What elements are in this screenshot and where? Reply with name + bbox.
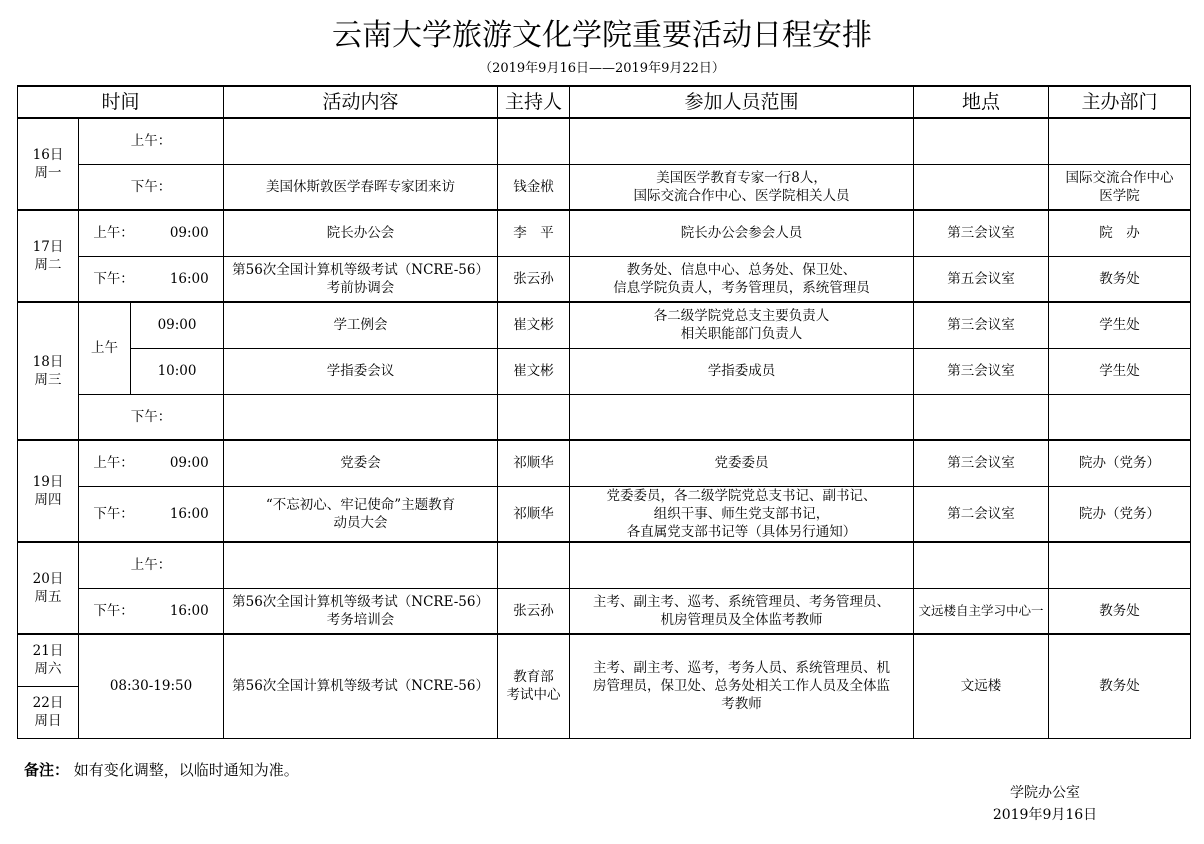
activity-host: 李 平 [498, 210, 570, 256]
footnote [24, 760, 299, 780]
header-row [18, 86, 1191, 118]
morning-label: 上午： [79, 542, 224, 588]
activity-participants: 党委委员 [570, 440, 914, 486]
page-title: 云南大学旅游文化学院重要活动日程安排 [332, 18, 872, 53]
activity-participants [570, 118, 914, 164]
table-row [18, 164, 1191, 210]
day-cell-19: 19日 周四 [18, 440, 79, 542]
activity-participants: 党委委员，各二级学院党总支书记、副书记、 组织干事、师生党支部书记， 各直属党支部书记等（具体另行通知） [570, 486, 914, 542]
activity-place [914, 542, 1049, 588]
table-row [18, 348, 1191, 394]
day-cell-21: 21日 周六 [18, 634, 79, 686]
activity-organizer: 院办（党务） [1049, 440, 1191, 486]
table-row [18, 210, 1191, 256]
activity-host: 张云孙 [498, 588, 570, 634]
day-cell-17: 17日 周二 [18, 210, 79, 302]
activity-participants [570, 394, 914, 440]
activity-host: 祁顺华 [498, 440, 570, 486]
activity-place [914, 164, 1049, 210]
activity-place: 第三会议室 [914, 348, 1049, 394]
day-cell-16: 16日 周一 [18, 118, 79, 210]
day-cell-18: 18日 周三 [18, 302, 79, 440]
time-cell: 下午： 16:00 [79, 256, 224, 302]
table-row [18, 440, 1191, 486]
activity-participants: 美国医学教育专家一行8人， 国际交流合作中心、医学院相关人员 [570, 164, 914, 210]
time-cell: 10:00 [131, 348, 224, 394]
header-time: 时间 [18, 86, 224, 118]
activity-place: 第三会议室 [914, 440, 1049, 486]
activity-participants: 教务处、信息中心、总务处、保卫处、 信息学院负责人，考务管理员，系统管理员 [570, 256, 914, 302]
date-range: （2019年9月16日——2019年9月22日） [479, 61, 725, 76]
activity-place: 第三会议室 [914, 210, 1049, 256]
activity-organizer: 国际交流合作中心 医学院 [1049, 164, 1191, 210]
activity-host: 张云孙 [498, 256, 570, 302]
activity-content: 学工例会 [224, 302, 498, 348]
table-row [18, 542, 1191, 588]
time-cell: 09:00 [131, 302, 224, 348]
table-row [18, 588, 1191, 634]
table-row [18, 256, 1191, 302]
table-row [18, 394, 1191, 440]
activity-organizer [1049, 118, 1191, 164]
activity-host: 祁顺华 [498, 486, 570, 542]
time-cell: 08:30-19:50 [79, 634, 224, 738]
activity-participants: 主考、副主考、巡考，考务人员、系统管理员、机 房管理员，保卫处、总务处相关工作人员及全体监 考教师 [570, 634, 914, 738]
time-cell: 下午： 16:00 [79, 486, 224, 542]
header-content: 活动内容 [224, 86, 498, 118]
activity-place [914, 394, 1049, 440]
activity-organizer [1049, 542, 1191, 588]
signature-block [985, 782, 1105, 826]
activity-organizer [1049, 394, 1191, 440]
signature-office: 学院办公室 [1010, 785, 1080, 801]
table-row [18, 302, 1191, 348]
header-participants: 参加人员范围 [570, 86, 914, 118]
activity-host: 崔文彬 [498, 302, 570, 348]
footnote-label: 备注： [24, 761, 70, 779]
afternoon-label: 下午： [79, 164, 224, 210]
activity-host: 钱金栿 [498, 164, 570, 210]
activity-content: 第56次全国计算机等级考试（NCRE-56） 考前协调会 [224, 256, 498, 302]
activity-content: 学指委会议 [224, 348, 498, 394]
time-cell: 下午： 16:00 [79, 588, 224, 634]
day-cell-20: 20日 周五 [18, 542, 79, 634]
activity-participants: 主考、副主考、巡考、系统管理员、考务管理员、 机房管理员及全体监考教师 [570, 588, 914, 634]
activity-content: 党委会 [224, 440, 498, 486]
activity-participants: 学指委成员 [570, 348, 914, 394]
footnote-text: 如有变化调整，以临时通知为准。 [73, 761, 299, 779]
activity-host: 教育部 考试中心 [498, 634, 570, 738]
activity-content: 第56次全国计算机等级考试（NCRE-56） 考务培训会 [224, 588, 498, 634]
activity-place [914, 118, 1049, 164]
table-row [18, 118, 1191, 164]
activity-participants: 各二级学院党总支主要负责人 相关职能部门负责人 [570, 302, 914, 348]
table-row [18, 486, 1191, 542]
activity-place: 第二会议室 [914, 486, 1049, 542]
time-cell: 上午： 09:00 [79, 210, 224, 256]
activity-content [224, 394, 498, 440]
activity-place: 第三会议室 [914, 302, 1049, 348]
activity-host [498, 394, 570, 440]
signature-date: 2019年9月16日 [992, 807, 1098, 823]
activity-content: 第56次全国计算机等级考试（NCRE-56） [224, 634, 498, 738]
activity-place: 文远楼自主学习中心一 [914, 588, 1049, 634]
activity-organizer: 教务处 [1049, 256, 1191, 302]
activity-organizer: 院 办 [1049, 210, 1191, 256]
morning-label: 上午 [79, 302, 131, 394]
header-place: 地点 [914, 86, 1049, 118]
activity-organizer: 院办（党务） [1049, 486, 1191, 542]
activity-participants: 院长办公会参会人员 [570, 210, 914, 256]
activity-participants [570, 542, 914, 588]
time-cell: 上午： 09:00 [79, 440, 224, 486]
header-host: 主持人 [498, 86, 570, 118]
table-row [18, 634, 1191, 686]
activity-content: “不忘初心、牢记使命”主题教育 动员大会 [224, 486, 498, 542]
activity-content [224, 542, 498, 588]
activity-host [498, 118, 570, 164]
activity-host [498, 542, 570, 588]
activity-content [224, 118, 498, 164]
activity-organizer: 教务处 [1049, 634, 1191, 738]
schedule-table [17, 85, 1191, 739]
activity-organizer: 学生处 [1049, 302, 1191, 348]
header-organizer: 主办部门 [1049, 86, 1191, 118]
afternoon-label: 下午： [79, 394, 224, 440]
activity-host: 崔文彬 [498, 348, 570, 394]
activity-organizer: 学生处 [1049, 348, 1191, 394]
activity-place: 文远楼 [914, 634, 1049, 738]
activity-content: 院长办公会 [224, 210, 498, 256]
activity-place: 第五会议室 [914, 256, 1049, 302]
activity-content: 美国休斯敦医学春晖专家团来访 [224, 164, 498, 210]
day-cell-22: 22日 周日 [18, 686, 79, 738]
morning-label: 上午： [79, 118, 224, 164]
activity-organizer: 教务处 [1049, 588, 1191, 634]
